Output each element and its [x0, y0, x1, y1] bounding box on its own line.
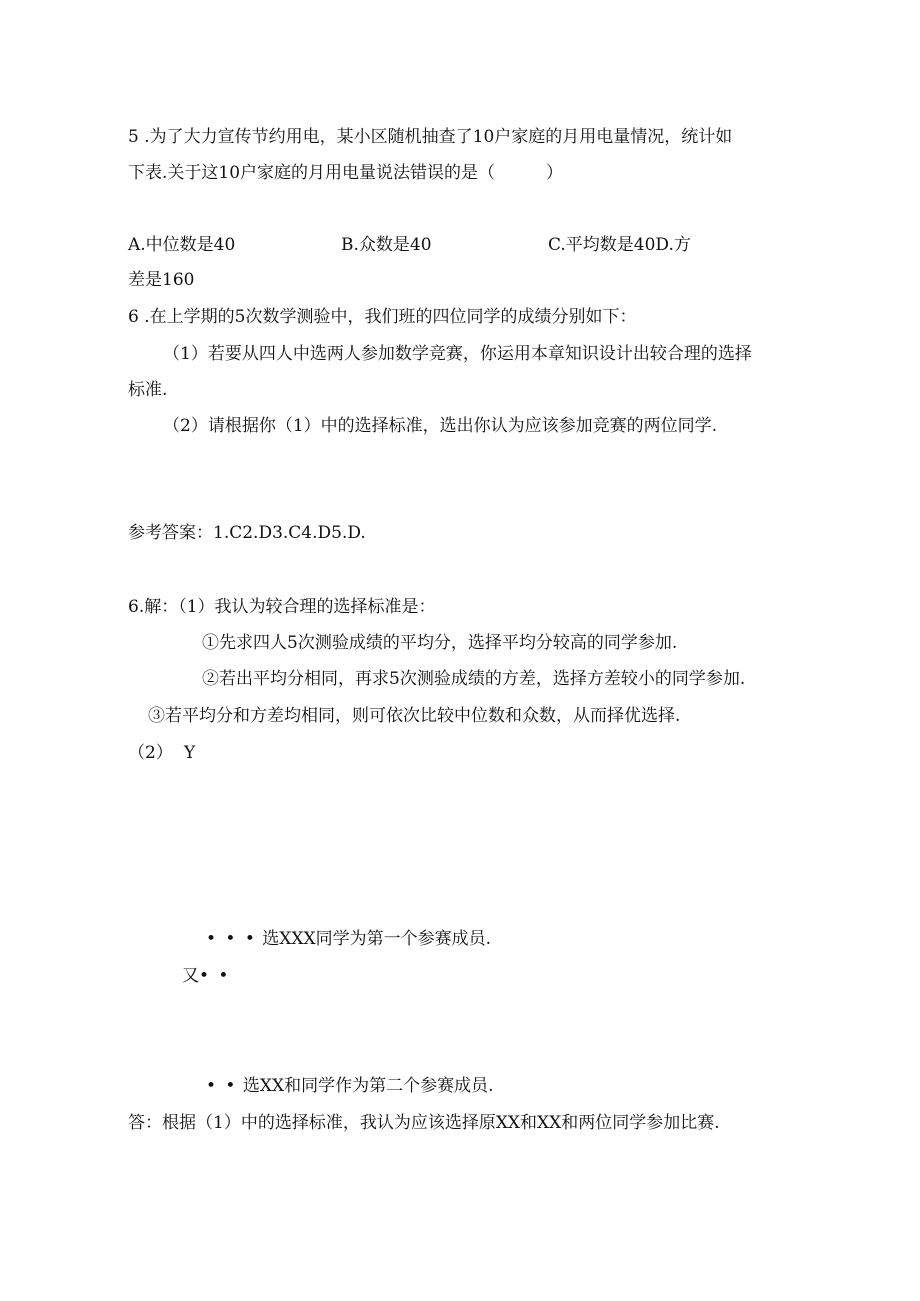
first-member-line	[206, 928, 491, 950]
q6-part1-line2: 标准.	[128, 380, 168, 400]
reference-answers: 参考答案：1.C2.D3.C4.D5.D.	[128, 523, 366, 543]
q5-option-d-continuation: 差是160	[128, 270, 195, 290]
q6-intro: 6 .在上学期的5次数学测验中，我们班的四位同学的成绩分别如下：	[128, 307, 637, 327]
q5-line1: 5 .为了大力宣传节约用电，某小区随机抽查了10户家庭的月用电量情况，统计如	[128, 127, 733, 147]
second-member-text: 选XX和同学作为第二个参赛成员.	[242, 1076, 494, 1096]
q5-line2: 下表.关于这10户家庭的月用电量说法错误的是（ ）	[128, 163, 564, 183]
because-dots: • •	[199, 966, 231, 986]
q5-option-b: B.众数是40	[341, 235, 432, 255]
first-member-text: 选XXX同学为第一个参赛成员.	[262, 929, 492, 949]
second-member-line	[206, 1075, 493, 1097]
q5-option-a: A.中位数是40	[128, 235, 236, 255]
q6-part1-line1: （1）若要从四人中选两人参加数学竞赛，你运用本章知识设计出较合理的选择	[163, 344, 752, 364]
q5-option-c: C.平均数是40D.方	[548, 235, 691, 255]
therefore-dots-2: • •	[206, 1076, 238, 1096]
criterion-3: ③若平均分和方差均相同，则可依次比较中位数和众数，从而择优选择.	[148, 706, 681, 726]
solution-intro: 6.解：（1）我认为较合理的选择标准是：	[128, 597, 436, 617]
part2-label: （2）	[128, 743, 173, 763]
part2-mark: Y	[184, 743, 196, 763]
conclusion: 答：根据（1）中的选择标准，我认为应该选择原XX和XX和两位同学参加比赛.	[128, 1113, 720, 1133]
criterion-1: ①先求四人5次测验成绩的平均分，选择平均分较高的同学参加.	[202, 633, 678, 653]
criterion-2: ②若出平均分相同，再求5次测验成绩的方差，选择方差较小的同学参加.	[202, 669, 746, 689]
again-text: 又	[182, 966, 199, 986]
again-line	[182, 965, 230, 987]
q6-part2: （2）请根据你（1）中的选择标准，选出你认为应该参加竞赛的两位同学.	[163, 416, 718, 436]
therefore-dots: • • •	[206, 929, 257, 949]
